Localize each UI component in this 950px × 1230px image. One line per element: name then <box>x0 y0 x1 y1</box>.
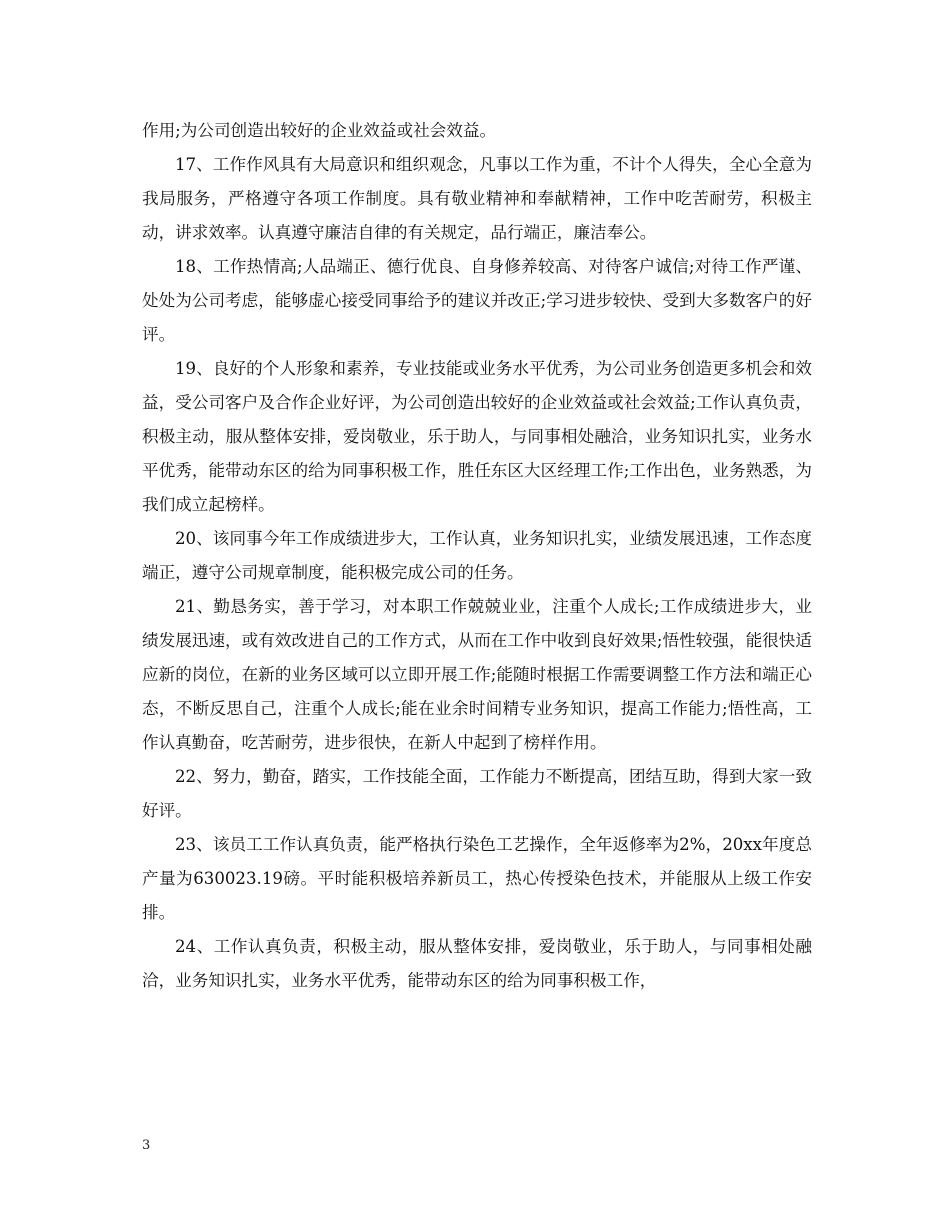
paragraph-21: 21、勤恳务实，善于学习，对本职工作兢兢业业，注重个人成长;工作成绩进步大，业绩发展迅速，或有效改进自己的工作方式，从而在工作中收到良好效果;悟性较强，能很快适应新的岗位，在新的业务区域可以立即开展工作;能随时根据工作需要调整工作方法和端正心态，不断反思自己，注重个人成长;能在业余时间精专业务知识，提高工作能力;悟性高，工作认真勤奋，吃苦耐劳，进步很快，在新人中起到了榜样作用。 <box>142 597 812 752</box>
page-number: 3 <box>142 1138 151 1153</box>
paragraph-20: 20、该同事今年工作成绩进步大，工作认真，业务知识扎实，业绩发展迅速，工作态度端正，遵守公司规章制度，能积极完成公司的任务。 <box>142 529 812 582</box>
paragraph-17: 17、工作作风具有大局意识和组织观念，凡事以工作为重，不计个人得失，全心全意为我局服务，严格遵守各项工作制度。具有敬业精神和奉献精神，工作中吃苦耐劳，积极主动，讲求效率。认真遵守廉洁自律的有关规定，品行端正，廉洁奉公。 <box>142 155 812 242</box>
paragraph-18: 18、工作热情高;人品端正、德行优良、自身修养较高、对待客户诚信;对待工作严谨、处处为公司考虑，能够虚心接受同事给予的建议并改正;学习进步较快、受到大多数客户的好评。 <box>142 257 812 344</box>
paragraph-22: 22、努力，勤奋，踏实，工作技能全面，工作能力不断提高，团结互助，得到大家一致好评。 <box>142 767 812 820</box>
paragraph-continuation: 作用;为公司创造出较好的企业效益或社会效益。 <box>142 121 497 140</box>
paragraph-23: 23、该员工工作认真负责，能严格执行染色工艺操作，全年返修率为2%，20xx年度总产量为630023.19磅。平时能积极培养新员工，热心传授染色技术，并能服从上级工作安排。 <box>142 835 812 922</box>
document-body <box>142 114 812 998</box>
paragraph-19: 19、良好的个人形象和素养，专业技能或业务水平优秀，为公司业务创造更多机会和效益，受公司客户及合作企业好评，为公司创造出较好的企业效益或社会效益;工作认真负责，积极主动，服从整体安排，爱岗敬业，乐于助人，与同事相处融洽，业务知识扎实，业务水平优秀，能带动东区的给为同事积极工作，胜任东区大区经理工作;工作出色，业务熟悉，为我们成立起榜样。 <box>142 359 812 514</box>
paragraph-24: 24、工作认真负责，积极主动，服从整体安排，爱岗敬业，乐于助人，与同事相处融洽，业务知识扎实，业务水平优秀，能带动东区的给为同事积极工作， <box>142 937 812 990</box>
